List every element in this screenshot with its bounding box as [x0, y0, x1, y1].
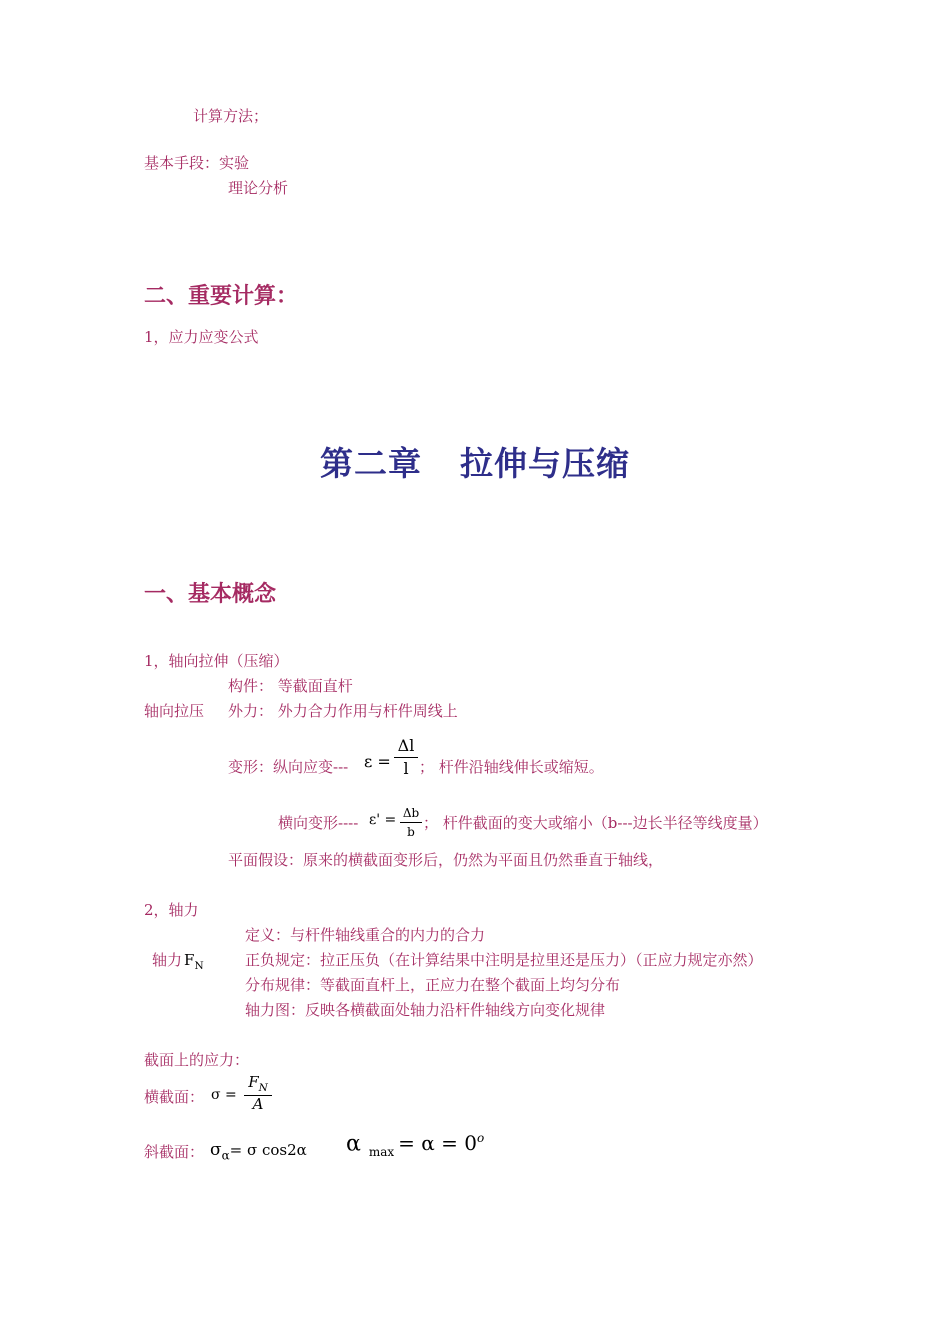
epsilon-prime-denominator: b [407, 825, 415, 839]
fraction-bar [394, 757, 418, 758]
alpha-max-subscript: max [368, 1144, 395, 1159]
epsilon-prime-numerator: Δb [402, 806, 420, 820]
fraction-bar [400, 822, 422, 823]
oblique-formula [210, 1140, 307, 1162]
force-diagram-text: 轴力图：反映各横截面处轴力沿杆件轴线方向变化规律 [245, 1001, 606, 1019]
alpha-rhs: = α = 0 [398, 1131, 477, 1156]
epsilon-equals: ε = [364, 752, 391, 771]
epsilon-denominator: l [403, 759, 409, 778]
sigma-fraction [244, 1075, 272, 1112]
force-subscript: N [258, 1082, 268, 1094]
sigma-equals: σ = [211, 1087, 237, 1103]
alpha-max-formula [346, 1131, 484, 1159]
oblique-alpha-subscript: α [221, 1148, 230, 1163]
calc-method-text: 计算方法； [193, 107, 269, 125]
axial-tension-title: 1，轴向拉伸（压缩） [144, 652, 289, 670]
external-force-text: 外力： 外力合力作用与杆件周线上 [228, 702, 458, 720]
epsilon-fraction [394, 738, 418, 777]
epsilon-numerator: Δl [397, 736, 415, 755]
axial-label: 轴向拉压 [144, 702, 205, 720]
basic-means-theory-text: 理论分析 [228, 179, 289, 197]
fn-symbol: F [184, 951, 195, 969]
sigma-denominator: A [252, 1094, 264, 1113]
chapter-title [0, 438, 950, 485]
chapter-number: 第二章 [320, 444, 422, 483]
epsilon-prime-fraction [400, 807, 422, 838]
basic-means-text: 基本手段：实验 [144, 154, 250, 172]
section-stress-title: 截面上的应力： [144, 1051, 250, 1069]
component-text: 构件： 等截面直杆 [228, 677, 353, 695]
oblique-rhs: = σ cos2α [229, 1141, 307, 1159]
axial-force-label [152, 950, 204, 976]
stress-strain-formula-item: 1，应力应变公式 [144, 328, 259, 346]
plane-assumption-text: 平面假设：原来的横截面变形后，仍然为平面且仍然垂直于轴线， [228, 851, 664, 869]
sign-rule-text: 正负规定：拉正压负（在计算结果中注明是拉里还是压力）（正应力规定亦然） [245, 951, 763, 969]
section-heading-basic: 一、基本概念 [144, 582, 277, 607]
force-symbol: F [248, 1073, 259, 1091]
chapter-name: 拉伸与压缩 [460, 444, 630, 483]
deformation-prefix: 变形：纵向应变--- [228, 758, 349, 776]
transverse-suffix: ； 杆件截面的变大或缩小（b---边长半径等线度量） [423, 814, 768, 832]
cross-section-label: 横截面： [144, 1088, 205, 1106]
degree-symbol: o [477, 1131, 485, 1145]
fn-subscript: N [194, 960, 204, 972]
alpha-max-symbol: α [346, 1131, 361, 1157]
transverse-prefix: 横向变形---- [278, 814, 359, 832]
definition-text: 定义：与杆件轴线重合的内力的合力 [245, 926, 486, 944]
epsilon-prime-equals: ε' = [369, 812, 397, 828]
section-heading-important: 二、重要计算： [144, 284, 299, 309]
oblique-section-label: 斜截面： [144, 1143, 205, 1161]
oblique-sigma: σ [210, 1140, 222, 1160]
distribution-text: 分布规律：等截面直杆上，正应力在整个截面上均匀分布 [245, 976, 621, 994]
axial-force-label-text: 轴力 [152, 951, 183, 969]
deformation-suffix: ； 杆件沿轴线伸长或缩短。 [419, 758, 604, 776]
axial-force-title: 2，轴力 [144, 901, 199, 919]
sigma-numerator [244, 1075, 272, 1094]
